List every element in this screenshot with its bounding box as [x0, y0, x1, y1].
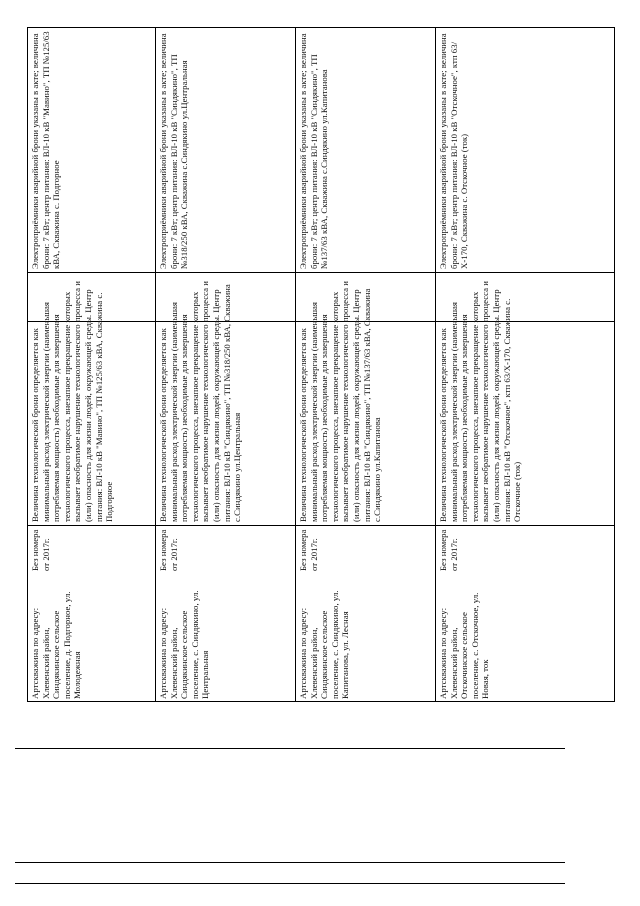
emergency-reserve-text: Электроприёмники аварийной брони указаны в акте; величина брони: 7 кВт; центр питания: ВЛ-10 кВ "Синдякино", ТП №137/63 кВА, Скважина с.Синдякино ул.Капитанова	[298, 33, 330, 269]
address-text: Артскважина по адресу: Хлевенский район, Синдякинское сельское поселение, с. Синдякино, ул. Капитанова, ул. Лесная	[298, 590, 351, 699]
table-row-4-emergency-cell	[436, 28, 614, 272]
doc-number-text: Без номера от 2017г.	[438, 529, 459, 571]
emergency-reserve-text: Электроприёмники аварийной брони указаны в акте; величина брони: 7 кВт; центр питания: ВЛ-10 кВ "Отскочное", ктп 63/Х-170, Скважина с. Отскочное (ток)	[438, 33, 470, 269]
table-row-1-tech-cell	[28, 272, 155, 525]
table-row-4-tech-cell	[436, 272, 614, 525]
table-row-3-number-cell	[296, 525, 435, 574]
table-row-2-tech-cell	[156, 272, 295, 525]
footer-rule	[15, 862, 565, 863]
footer-rule	[15, 748, 565, 749]
address-text: Артскважина по адресу: Хлевенский район, Отскочинское сельское поселение, с. Отскочное, ул. Новая, ток	[438, 592, 491, 699]
table-row-3-tech-cell	[296, 272, 435, 525]
table-row-3-address-cell	[296, 574, 435, 702]
doc-number-text: Без номера от 2017г.	[298, 529, 319, 571]
table-row-1-address-cell	[28, 574, 155, 702]
reserve-table	[27, 27, 615, 702]
tech-reserve-text: Величина технологической брони определяется как минимальный расход электрической энергии (наименьшая потребляемая мощность) необходимые для завершения технологического процесса, внезапное прекращение которых вызывает необратимое нарушение технологического процесса и (или) опасность для жизни людей, окружающей среды. Центр питания: ВЛ-10 кВ "Синдякино", ТП №318/250 кВА, Скважина с.Синдякино ул.Центральная	[158, 281, 243, 522]
table-row-4-address-cell	[436, 574, 614, 702]
address-text: Артскважина по адресу: Хлевенский район, Синдякинское сельское поселение, с. Синдякино, ул. Центральная	[158, 590, 211, 699]
table-row-2-address-cell	[156, 574, 295, 702]
emergency-reserve-text: Электроприёмники аварийной брони указаны в акте; величина брони: 7 кВт; центр питания: ВЛ-10 кВ "Синдякино", ТП №318/250 кВА, Скважина с.Синдякино ул.Центральная	[158, 33, 190, 269]
emergency-reserve-text: Электроприёмники аварийной брони указаны в акте; величина брони: 7 кВт; центр питания: ВЛ-10 кВ "Мавино", ТП №125/63 кВА, Скважина с. Подгорное	[30, 31, 62, 269]
table-row-1-number-cell	[28, 525, 155, 574]
table-row-3-emergency-cell	[296, 28, 435, 272]
table-row-2-number-cell	[156, 525, 295, 574]
tech-reserve-text: Величина технологической брони определяется как минимальный расход электрической энергии (наименьшая потребляемая мощность) необходимые для завершения технологического процесса, внезапное прекращение которых вызывает необратимое нарушение технологического процесса и (или) опасность для жизни людей, окружающей среды. Центр питания: ВЛ-10 кВ "Отскочное", ктп 63/Х-170, Скважина с. Отскочное (ток)	[438, 281, 523, 522]
table-row-2-emergency-cell	[156, 28, 295, 272]
tech-reserve-text: Величина технологической брони определяется как минимальный расход электрической энергии (наименьшая потребляемая мощность) необходимые для завершения технологического процесса, внезапное прекращение которых вызывает необратимое нарушение технологического процесса и (или) опасность для жизни людей, окружающей среды. Центр питания: ВЛ-10 кВ "Мавино", ТП №125/63 кВА, Скважина с. Подгорное	[30, 281, 115, 522]
address-text: Артскважина по адресу: Хлевенский район, Синдякинское сельское поселение, д. Подгорное, ул. Молодежная	[30, 591, 83, 699]
table-row-4-number-cell	[436, 525, 614, 574]
doc-number-text: Без номера от 2017г.	[30, 529, 51, 571]
footer-rule	[15, 883, 565, 884]
doc-number-text: Без номера от 2017г.	[158, 529, 179, 571]
table-row-1-emergency-cell	[28, 28, 155, 272]
tech-reserve-text: Величина технологической брони определяется как минимальный расход электрической энергии (наименьшая потребляемая мощность) необходимые для завершения технологического процесса, внезапное прекращение которых вызывает необратимое нарушение технологического процесса и (или) опасность для жизни людей, окружающей среды. Центр питания: ВЛ-10 кВ "Синдякино", ТП №137/63 кВА, Скважина с.Синдякино ул.Капитанова	[298, 281, 383, 522]
